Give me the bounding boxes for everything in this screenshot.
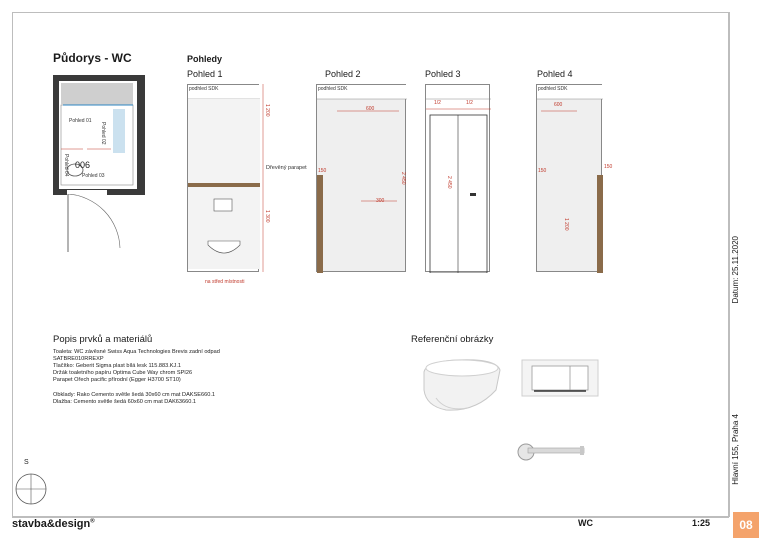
reference-image-toilet (416, 350, 506, 420)
view-3-drawing (425, 84, 490, 272)
view-2-dim-600: 600 (366, 106, 375, 112)
view-4-drawing (536, 84, 602, 272)
description-line: Tlačítko: Geberit Sigma plast bílá lesk 115.883.KJ.1 (53, 363, 181, 369)
door-swing (60, 194, 130, 264)
plan-view-label-4: Pohled 04 (63, 154, 69, 177)
sidebar-address: Hlavní 155, Praha 4 (731, 414, 740, 485)
view-4-dim-150: 150 (538, 168, 547, 174)
view-4-dim-150-right: 150 (604, 164, 613, 170)
plan-title: Půdorys - WC (53, 51, 132, 65)
view-3-dim-half-right: 1/2 (466, 100, 473, 106)
view-3-dim-2450: 2 450 (446, 176, 452, 189)
compass-label: S (24, 459, 29, 466)
sheet-name: WC (578, 518, 593, 528)
description-line: Toaleta: WC závěsné Swiss Aqua Technologies Brevis zadní odpad (53, 349, 220, 355)
view-3-dim-half-left: 1/2 (434, 100, 441, 106)
description-line: Obklady: Rako Cemento světle šedá 30x60 cm mat DAKSE660.1 (53, 392, 215, 398)
view-2-dim-2450: 2 450 (400, 172, 406, 185)
plan-view-label-3: Pohled 03 (82, 173, 105, 179)
sidebar-date: Datum: 25.11.2020 (731, 236, 740, 304)
reference-image-paper-holder (510, 432, 590, 470)
plan-view-label-2: Pohled 02 (100, 122, 106, 145)
view-2-label: Pohled 2 (325, 69, 361, 79)
sheet-scale: 1:25 (692, 518, 711, 528)
description-list (53, 349, 353, 406)
view-4-header: podhled SDK (538, 86, 568, 92)
view-4-label: Pohled 4 (537, 69, 573, 79)
description-line: Parapet Ořech pacific přírodní (Egger H3700 ST10) (53, 377, 181, 383)
description-title: Popis prvků a materiálů (53, 334, 153, 345)
view-1-drawing (187, 84, 259, 272)
view-1-floor-note: na střed místnosti (205, 279, 245, 285)
page-number-badge: 08 (733, 512, 759, 538)
brand-name: stavba&design (12, 518, 91, 530)
view-1-dim-1300: 1 300 (264, 210, 270, 223)
view-1-dim-1200: 1 200 (264, 104, 270, 117)
view-3-label: Pohled 3 (425, 69, 461, 79)
view-2-header: podhled SDK (318, 86, 348, 92)
reference-image-flush-button (520, 356, 600, 400)
room-number: 006 (75, 160, 91, 170)
view-2-dim-300: 300 (376, 198, 385, 204)
references-title: Referenční obrázky (411, 334, 494, 345)
description-line: Dlažba: Cemento světle šedá 60x60 cm mat DAK63660.1 (53, 399, 197, 405)
view-4-dim-1200: 1 200 (563, 218, 569, 231)
description-line: Držák toaletního papíru Optima Cube Way chrom SPI26 (53, 370, 193, 376)
plan-view-label-1: Pohled 01 (69, 118, 92, 124)
footer-divider (12, 517, 729, 518)
brand-registered: ® (90, 518, 95, 525)
view-2-dim-150: 150 (318, 168, 327, 174)
view-1-parapet-label: Dřevěný parapet (266, 165, 307, 171)
north-arrow-icon (14, 472, 48, 506)
view-1-label: Pohled 1 (187, 69, 223, 79)
brand-logo (12, 518, 95, 530)
view-1-header: podhled SDK (189, 86, 219, 92)
description-line: SATBRE010RREXP (53, 356, 104, 362)
view-2-drawing (316, 84, 406, 272)
views-title: Pohledy (187, 54, 223, 64)
sidebar-divider (729, 12, 730, 517)
view-4-dim-600: 600 (554, 102, 563, 108)
